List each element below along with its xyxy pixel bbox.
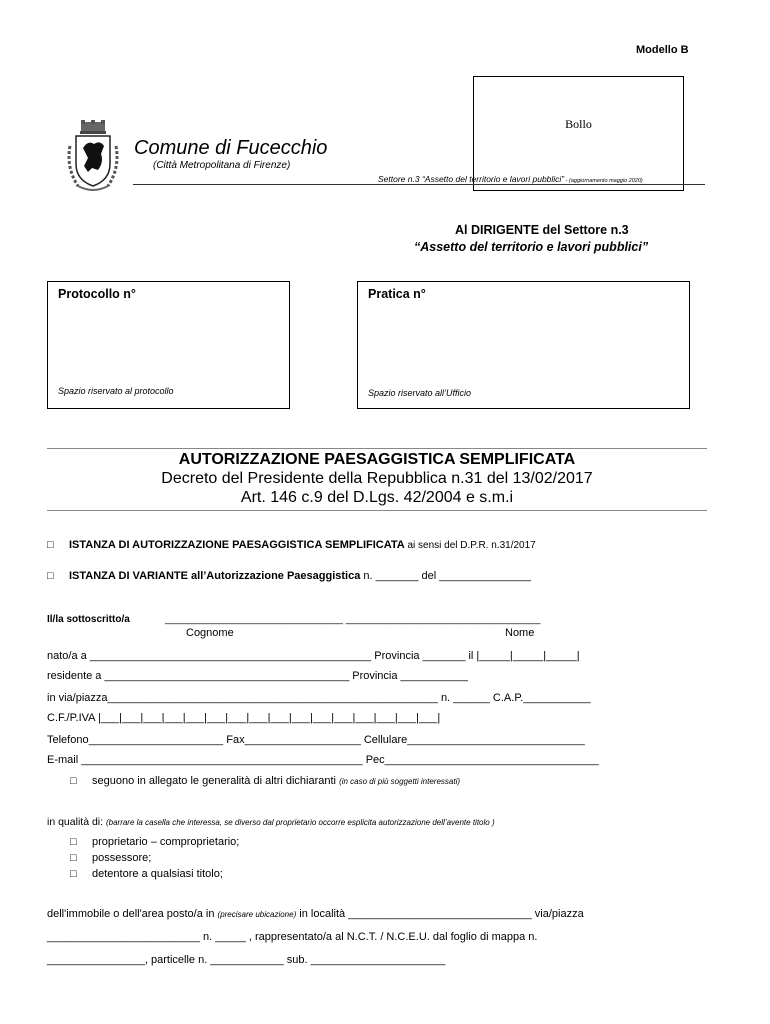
detentore-label: detentore a qualsiasi titolo; bbox=[92, 868, 223, 880]
contatti-field[interactable]: Telefono______________________ Fax___________________ Cellulare_____________________________ bbox=[47, 734, 585, 746]
heading-rule-bottom bbox=[47, 510, 707, 511]
decree-line: Decreto del Presidente della Repubblica n.31 del 13/02/2017 bbox=[161, 470, 593, 487]
indirizzo-field[interactable]: in via/piazza______________________________________________________ n. ______ C.A.P.___________ bbox=[47, 692, 591, 704]
istanza-variante[interactable] bbox=[47, 570, 531, 582]
pratica-title: Pratica n° bbox=[368, 287, 426, 301]
seguono-note: (in caso di più soggetti interessati) bbox=[339, 777, 461, 786]
istanza-autorizzazione-checkbox[interactable]: □ bbox=[47, 539, 54, 551]
seguono-label: seguono in allegato le generalità di altri dichiaranti bbox=[92, 775, 340, 787]
possessore-checkbox[interactable]: □ bbox=[70, 852, 77, 864]
settore-text: Settore n.3 “Assetto del territorio e lavori pubblici” bbox=[378, 174, 565, 184]
qualita-note: (barrare la casella che interessa, se diverso dal proprietario occorre esplicita autorizzazione dell’avente titolo ) bbox=[105, 818, 495, 827]
article-line: Art. 146 c.9 del D.Lgs. 42/2004 e s.m.i bbox=[240, 489, 514, 506]
istanza-autorizzazione[interactable] bbox=[47, 539, 536, 551]
protocollo-box bbox=[47, 281, 290, 409]
proprietario-checkbox[interactable]: □ bbox=[70, 836, 77, 848]
protocollo-title: Protocollo n° bbox=[58, 287, 136, 301]
document-title: AUTORIZZAZIONE PAESAGGISTICA SEMPLIFICATA bbox=[178, 451, 576, 468]
modello-label: Modello B bbox=[636, 44, 689, 56]
citta-metropolitana: (Città Metropolitana di Firenze) bbox=[153, 160, 291, 171]
recipient-line2: “Assetto del territorio e lavori pubblici” bbox=[414, 240, 649, 254]
header-rule bbox=[133, 184, 705, 185]
istanza-autorizzazione-ref: ai sensi del D.P.R. n.31/2017 bbox=[404, 540, 536, 551]
sottoscritto-blanks[interactable]: ________________________________ ___________________________________ bbox=[165, 614, 541, 625]
istanza-variante-label: ISTANZA DI VARIANTE all’Autorizzazione Paesaggistica bbox=[69, 570, 361, 582]
nascita-field[interactable]: nato/a a ______________________________________________ Provincia _______ il |_____|_____|_____| bbox=[47, 650, 580, 662]
nome-caption: Nome bbox=[505, 627, 535, 639]
codice-fiscale-field[interactable]: C.F./P.IVA |___|___|___|___|___|___|___|___|___|___|___|___|___|___|___|___| bbox=[47, 712, 441, 724]
pratica-box bbox=[357, 281, 690, 409]
proprietario-label: proprietario – comproprietario; bbox=[92, 836, 240, 848]
settore-line bbox=[378, 174, 643, 184]
istanza-variante-checkbox[interactable]: □ bbox=[47, 570, 54, 582]
bollo-label: Bollo bbox=[565, 117, 592, 131]
protocollo-note: Spazio riservato al protocollo bbox=[58, 386, 174, 396]
sottoscritto-label: Il/la sottoscritto/a bbox=[47, 614, 130, 625]
immobile-note: (precisare ubicazione) bbox=[217, 910, 297, 919]
email-field[interactable]: E-mail ______________________________________________ Pec___________________________________ bbox=[47, 754, 599, 766]
immobile-line3[interactable]: ________________, particelle n. ____________ sub. ______________________ bbox=[47, 954, 446, 966]
immobile-intro: dell'immobile o dell'area posto/a in bbox=[47, 908, 218, 920]
detentore-checkbox[interactable]: □ bbox=[70, 868, 77, 880]
immobile-line1[interactable] bbox=[47, 908, 584, 920]
cognome-caption: Cognome bbox=[186, 627, 234, 639]
heading-rule-top bbox=[47, 448, 707, 449]
istanza-variante-fields[interactable]: n. _______ del _______________ bbox=[360, 570, 532, 582]
qualita-label: in qualità di: bbox=[47, 816, 106, 828]
qualita-option-proprietario[interactable] bbox=[70, 836, 239, 848]
seguono-option[interactable] bbox=[70, 775, 460, 787]
residenza-field[interactable]: residente a ________________________________________ Provincia ___________ bbox=[47, 670, 468, 682]
comune-crest-icon bbox=[64, 120, 122, 196]
comune-name: Comune di Fucecchio bbox=[134, 137, 328, 159]
immobile-line2[interactable]: _________________________ n. _____ , rappresentato/a al N.C.T. / N.C.E.U. dal foglio di mappa n. bbox=[47, 931, 538, 943]
pratica-note: Spazio riservato all’Ufficio bbox=[368, 388, 472, 398]
qualita-line bbox=[47, 816, 495, 828]
seguono-checkbox[interactable]: □ bbox=[70, 775, 77, 787]
istanza-autorizzazione-label: ISTANZA DI AUTORIZZAZIONE PAESAGGISTICA SEMPLIFICATA bbox=[69, 539, 405, 551]
qualita-option-detentore[interactable] bbox=[70, 868, 223, 880]
possessore-label: possessore; bbox=[92, 852, 152, 864]
recipient-line1: Al DIRIGENTE del Settore n.3 bbox=[455, 223, 629, 237]
aggiornamento-note: - (aggiornamento maggio 2020) bbox=[564, 178, 643, 184]
qualita-option-possessore[interactable] bbox=[70, 852, 151, 864]
immobile-localita[interactable]: in località ______________________________ via/piazza bbox=[296, 908, 584, 920]
